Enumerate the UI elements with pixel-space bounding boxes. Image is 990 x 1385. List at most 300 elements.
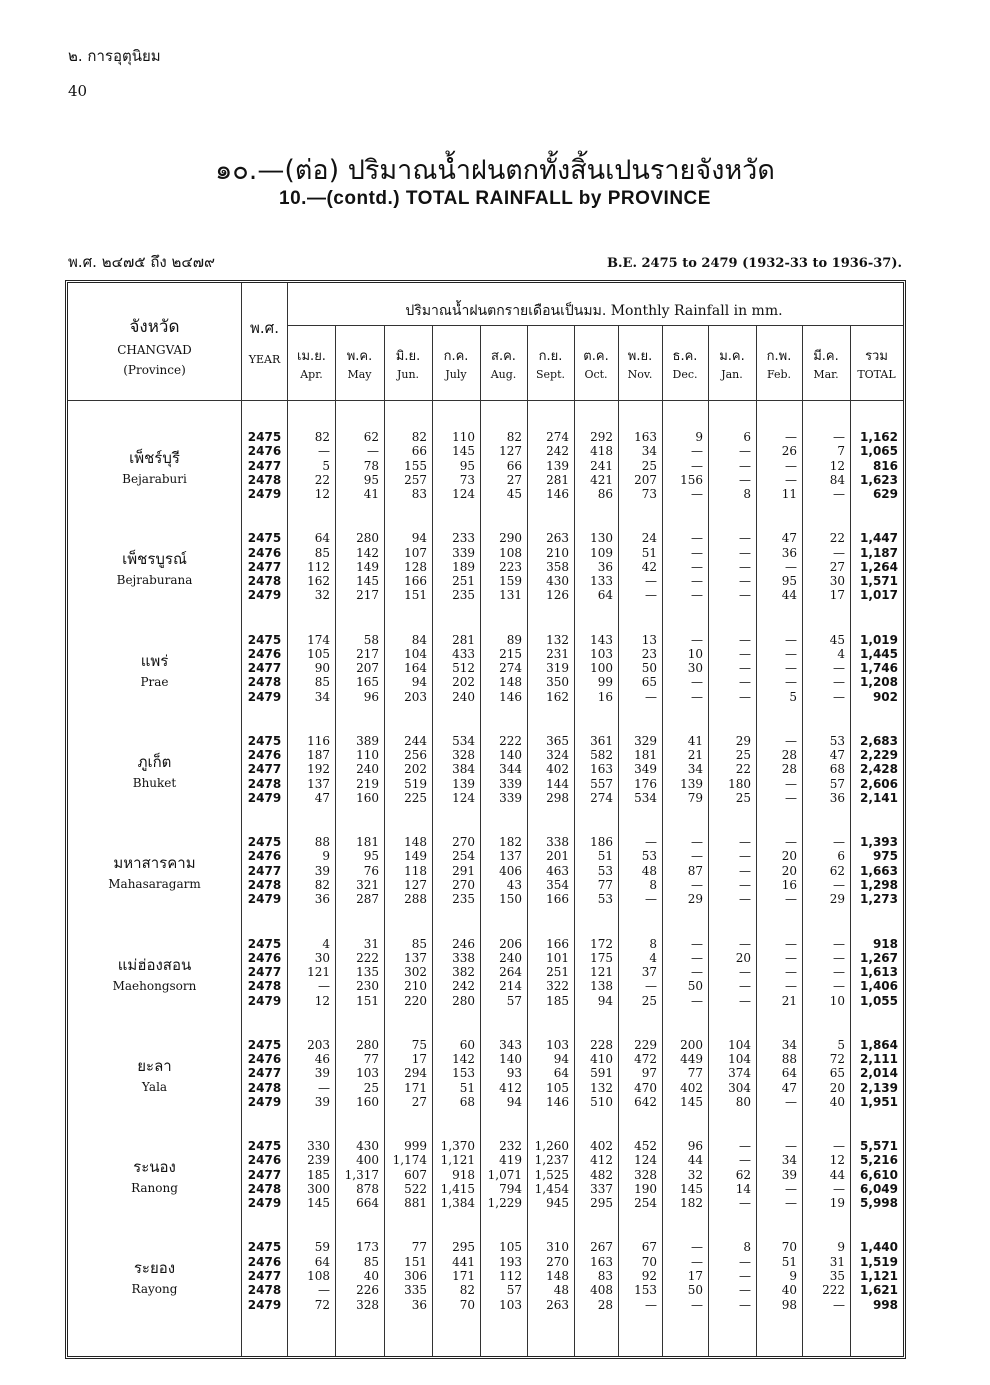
rainfall-cell: 17	[687, 1268, 703, 1283]
rainfall-cell: 77	[363, 1052, 379, 1067]
rainfall-cell: —	[833, 878, 845, 893]
rainfall-cell: 591	[590, 1066, 613, 1081]
rainfall-cell: —	[691, 574, 703, 589]
province-name-thai: เพ็ชร์บุรี	[129, 449, 180, 467]
rainfall-cell: 124	[634, 1153, 657, 1168]
rainfall-cell: 82	[506, 430, 522, 444]
total-cell: 1,208	[860, 675, 898, 690]
rainfall-cell: 50	[687, 979, 703, 994]
rainfall-cell: 244	[404, 733, 427, 748]
rainfall-cell: 192	[307, 762, 330, 777]
month-header-english: Oct.	[584, 368, 608, 381]
rainfall-cell: 150	[499, 892, 522, 907]
rainfall-cell: 48	[553, 1283, 569, 1298]
rainfall-cell: 84	[829, 472, 845, 487]
rainfall-cell: 20	[781, 863, 797, 878]
rainfall-cell: 84	[411, 632, 427, 647]
rainfall-cell: 280	[356, 1037, 379, 1052]
table-title-english: 10.—(contd.) TOTAL RAINFALL by PROVINCE	[279, 188, 711, 209]
rainfall-cell: 358	[546, 559, 569, 574]
rainfall-cell: 47	[781, 1080, 797, 1095]
rainfall-cell: —	[691, 936, 703, 951]
rainfall-cell: 16	[597, 689, 613, 704]
rainfall-cell: 412	[499, 1080, 522, 1095]
rainfall-cell: —	[691, 1240, 703, 1255]
rainfall-cell: —	[691, 993, 703, 1008]
rainfall-cell: 30	[829, 574, 845, 589]
rainfall-cell: 20	[781, 849, 797, 864]
province-name-english: Yala	[141, 1079, 168, 1094]
rainfall-cell: 94	[597, 993, 613, 1008]
rainfall-cell: 202	[452, 675, 475, 690]
rainfall-cell: 80	[735, 1094, 751, 1109]
total-cell: 1,519	[860, 1254, 898, 1269]
rainfall-cell: 36	[829, 791, 845, 806]
rainfall-cell: 88	[314, 835, 330, 850]
year-cell: 2477	[247, 661, 282, 676]
rainfall-cell: —	[691, 1254, 703, 1269]
rainfall-cell: —	[785, 559, 797, 574]
rainfall-cell: 328	[634, 1167, 657, 1182]
year-header-thai: พ.ศ.	[250, 319, 279, 337]
rainfall-cell: 57	[829, 776, 845, 791]
rainfall-cell: 329	[634, 733, 657, 748]
month-header-thai: พ.ค.	[346, 349, 373, 364]
rainfall-cell: 254	[634, 1196, 657, 1211]
total-cell: 1,663	[860, 863, 898, 878]
rainfall-cell: 104	[728, 1052, 751, 1067]
rainfall-cell: 231	[546, 646, 569, 661]
month-header-english: TOTAL	[857, 368, 896, 381]
rainfall-cell: 32	[687, 1167, 703, 1182]
rainfall-cell: 142	[452, 1052, 475, 1067]
rainfall-cell: 1,317	[344, 1167, 379, 1182]
rainfall-cell: 412	[590, 1153, 613, 1168]
rainfall-cell: 14	[735, 1181, 751, 1196]
rainfall-cell: 128	[404, 559, 427, 574]
year-cell: 2476	[247, 950, 282, 965]
rainfall-cell: 132	[590, 1080, 613, 1095]
rainfall-cell: —	[739, 545, 751, 560]
province-group	[68, 531, 903, 631]
rainfall-cell: 87	[687, 863, 703, 878]
rainfall-cell: 171	[404, 1080, 427, 1095]
rainfall-cell: 145	[680, 1094, 703, 1109]
year-cell: 2477	[247, 965, 282, 980]
year-cell: 2476	[247, 1254, 282, 1269]
year-cell: 2479	[247, 487, 282, 502]
rainfall-cell: 104	[728, 1037, 751, 1052]
rainfall-cell: 254	[452, 849, 475, 864]
rainfall-cell: 40	[781, 1283, 797, 1298]
rainfall-cell: 57	[506, 1283, 522, 1298]
rainfall-cell: —	[833, 689, 845, 704]
rainfall-cell: 472	[634, 1052, 657, 1067]
rainfall-cell: —	[739, 1153, 751, 1168]
rainfall-cell: 263	[546, 531, 569, 546]
rainfall-cell: 159	[499, 574, 522, 589]
rainfall-cell: 344	[499, 762, 522, 777]
rainfall-cell: 82	[314, 878, 330, 893]
rainfall-cell: 182	[680, 1196, 703, 1211]
total-cell: 975	[872, 849, 898, 864]
year-cell: 2479	[247, 993, 282, 1008]
rainfall-cell: 1,071	[487, 1167, 522, 1182]
rainfall-cell: —	[739, 646, 751, 661]
rainfall-cell: 20	[829, 1080, 845, 1095]
rainfall-cell: 72	[314, 1297, 330, 1312]
rainfall-cell: 12	[314, 487, 330, 502]
rainfall-cell: 8	[743, 1240, 751, 1255]
rainfall-cell: 918	[452, 1167, 475, 1182]
rainfall-cell: —	[785, 661, 797, 676]
rainfall-cell: 25	[641, 458, 657, 473]
rainfall-cell: —	[739, 863, 751, 878]
rainfall-cell: 93	[506, 1066, 522, 1081]
total-cell: 6,049	[860, 1181, 898, 1196]
total-cell: 1,571	[860, 574, 898, 589]
rainfall-cell: 11	[781, 487, 797, 502]
rainfall-cell: 34	[687, 762, 703, 777]
year-cell: 2476	[247, 1052, 282, 1067]
rainfall-cell: 153	[634, 1283, 657, 1298]
rainfall-cell: 144	[546, 776, 569, 791]
rainfall-cell: 59	[314, 1240, 330, 1255]
rainfall-cell: 25	[641, 993, 657, 1008]
rainfall-cell: 246	[452, 936, 475, 951]
rainfall-cell: 418	[590, 444, 613, 459]
province-name-thai: แม่ฮ่องสอน	[117, 955, 192, 974]
rainfall-cell: 64	[781, 1066, 797, 1081]
total-cell: 1,406	[860, 979, 898, 994]
rainfall-cell: 235	[452, 588, 475, 603]
rainfall-cell: 28	[781, 762, 797, 777]
rainfall-cell: 64	[314, 1254, 330, 1269]
total-cell: 5,216	[860, 1153, 898, 1168]
rainfall-cell: 270	[452, 878, 475, 893]
rainfall-cell: 36	[597, 559, 613, 574]
rainfall-cell: 229	[634, 1037, 657, 1052]
rainfall-cell: 142	[356, 545, 379, 560]
rainfall-cell: —	[691, 588, 703, 603]
month-header-english: Jan.	[721, 368, 743, 381]
rainfall-cell: 48	[641, 863, 657, 878]
month-header-english: July	[445, 368, 467, 381]
year-cell: 2476	[247, 444, 282, 459]
year-cell: 2478	[247, 1181, 282, 1196]
rainfall-cell: 242	[452, 979, 475, 994]
rainfall-cell: 206	[499, 936, 522, 951]
total-cell: 2,139	[860, 1080, 898, 1095]
rainfall-cell: 126	[546, 588, 569, 603]
year-cell: 2477	[247, 458, 282, 473]
rainfall-cell: 96	[363, 689, 379, 704]
rainfall-cell: 9	[695, 430, 703, 444]
rainfall-cell: —	[833, 487, 845, 502]
rainfall-cell: 172	[590, 936, 613, 951]
rainfall-cell: 382	[452, 965, 475, 980]
rainfall-cell: 210	[404, 979, 427, 994]
rainfall-cell: 140	[499, 1052, 522, 1067]
month-header-thai: พ.ย.	[627, 349, 653, 364]
rainfall-cell: —	[833, 950, 845, 965]
rainfall-cell: 202	[404, 762, 427, 777]
rainfall-cell: 365	[546, 733, 569, 748]
rainfall-cell: —	[833, 1139, 845, 1154]
rainfall-cell: 319	[546, 661, 569, 676]
rainfall-cell: 156	[680, 472, 703, 487]
rainfall-cell: 145	[680, 1181, 703, 1196]
rainfall-cell: 72	[829, 1052, 845, 1067]
rainfall-cell: 281	[452, 632, 475, 647]
month-header-english: Mar.	[813, 368, 839, 381]
rainfall-cell: 79	[687, 791, 703, 806]
total-cell: 902	[872, 689, 898, 704]
total-cell: 1,019	[860, 632, 898, 647]
total-cell: 1,121	[860, 1268, 898, 1283]
rainfall-cell: 9	[789, 1268, 797, 1283]
rainfall-cell: 430	[546, 574, 569, 589]
rainfall-cell: 281	[546, 472, 569, 487]
rainfall-cell: —	[645, 588, 657, 603]
rainfall-cell: 12	[314, 993, 330, 1008]
rainfall-cell: 53	[641, 849, 657, 864]
rainfall-cell: 12	[829, 458, 845, 473]
rainfall-cell: 64	[597, 588, 613, 603]
month-header-thai: ก.ย.	[538, 349, 563, 364]
rainfall-cell: 50	[641, 661, 657, 676]
rainfall-cell: —	[739, 1139, 751, 1154]
rainfall-cell: —	[691, 458, 703, 473]
rainfall-cell: 322	[546, 979, 569, 994]
rainfall-cell: 251	[452, 574, 475, 589]
rainfall-cell: 361	[590, 733, 613, 748]
rainfall-cell: 402	[590, 1139, 613, 1154]
province-name-english: Bejraburana	[116, 573, 193, 588]
month-header	[288, 345, 335, 381]
header-rule	[288, 325, 903, 326]
rainfall-cell: 94	[553, 1052, 569, 1067]
rainfall-cell: 242	[546, 444, 569, 459]
month-header	[480, 345, 527, 381]
rainfall-cell: 31	[363, 936, 379, 951]
rainfall-cell: 171	[452, 1268, 475, 1283]
year-cell: 2478	[247, 979, 282, 994]
rainfall-cell: 225	[404, 791, 427, 806]
rainfall-cell: —	[739, 1196, 751, 1211]
rainfall-cell: 83	[411, 487, 427, 502]
rainfall-cell: 95	[459, 458, 475, 473]
rainfall-cell: 26	[781, 444, 797, 459]
rainfall-cell: —	[785, 965, 797, 980]
rainfall-cell: 57	[506, 993, 522, 1008]
province-name-thai: ระนอง	[133, 1158, 176, 1177]
rainfall-cell: 163	[590, 1254, 613, 1269]
rainfall-cell: 510	[590, 1094, 613, 1109]
rainfall-cell: 65	[641, 675, 657, 690]
rainfall-cell: 97	[641, 1066, 657, 1081]
rainfall-cell: 306	[404, 1268, 427, 1283]
rainfall-cell: —	[691, 965, 703, 980]
rainfall-table	[65, 280, 906, 1359]
rainfall-cell: 53	[597, 863, 613, 878]
rainfall-cell: 408	[590, 1283, 613, 1298]
rainfall-cell: 73	[459, 472, 475, 487]
rainfall-cell: 162	[546, 689, 569, 704]
rainfall-cell: —	[318, 1283, 330, 1298]
rainfall-cell: 354	[546, 878, 569, 893]
rainfall-cell: 274	[590, 791, 613, 806]
province-name-english: Bejaraburi	[122, 472, 187, 486]
rainfall-cell: 50	[687, 1283, 703, 1298]
rainfall-cell: 135	[356, 965, 379, 980]
rainfall-cell: 39	[314, 1094, 330, 1109]
rainfall-cell: 130	[590, 531, 613, 546]
rainfall-cell: —	[645, 979, 657, 994]
rainfall-cell: 339	[499, 776, 522, 791]
rainfall-cell: —	[739, 632, 751, 647]
rainfall-cell: —	[833, 965, 845, 980]
total-cell: 1,273	[860, 892, 898, 907]
rainfall-cell: 149	[356, 559, 379, 574]
rainfall-cell: 295	[590, 1196, 613, 1211]
rainfall-cell: 270	[546, 1254, 569, 1269]
rainfall-cell: —	[739, 661, 751, 676]
year-cell: 2475	[247, 632, 282, 647]
month-header	[384, 345, 432, 381]
rainfall-cell: 201	[546, 849, 569, 864]
rainfall-cell: 34	[781, 1153, 797, 1168]
rainfall-cell: —	[691, 675, 703, 690]
rainfall-cell: 27	[506, 472, 522, 487]
rainfall-cell: 219	[356, 776, 379, 791]
rainfall-cell: 214	[499, 979, 522, 994]
rainfall-cell: 40	[363, 1268, 379, 1283]
rainfall-cell: 7	[837, 444, 845, 459]
total-cell: 1,017	[860, 588, 898, 603]
rainfall-cell: 10	[829, 993, 845, 1008]
month-header-thai: ก.พ.	[766, 349, 792, 364]
rainfall-cell: 51	[781, 1254, 797, 1269]
total-cell: 5,998	[860, 1196, 898, 1211]
rainfall-cell: 22	[314, 472, 330, 487]
rainfall-cell: 29	[829, 892, 845, 907]
rainfall-cell: 999	[404, 1139, 427, 1154]
rainfall-cell: —	[785, 950, 797, 965]
rainfall-cell: 222	[499, 733, 522, 748]
rainfall-cell: 139	[452, 776, 475, 791]
province-group	[68, 734, 903, 834]
rainfall-cell: 881	[404, 1196, 427, 1211]
rainfall-cell: 328	[356, 1297, 379, 1312]
month-header-thai: มิ.ย.	[395, 349, 421, 364]
total-cell: 998	[872, 1297, 898, 1312]
rainfall-cell: 145	[356, 574, 379, 589]
rainfall-cell: 76	[363, 863, 379, 878]
month-header	[662, 345, 708, 381]
rainfall-cell: 298	[546, 791, 569, 806]
rainfall-cell: 300	[307, 1181, 330, 1196]
rainfall-cell: 83	[597, 1268, 613, 1283]
rainfall-cell: 131	[499, 588, 522, 603]
rainfall-cell: 343	[499, 1037, 522, 1052]
rainfall-cell: 121	[307, 965, 330, 980]
total-cell: 918	[872, 936, 898, 951]
rainfall-cell: —	[645, 835, 657, 850]
year-cell: 2476	[247, 748, 282, 763]
rainfall-cell: 280	[452, 993, 475, 1008]
rainfall-cell: 160	[356, 791, 379, 806]
rainfall-cell: —	[785, 472, 797, 487]
rainfall-cell: 88	[781, 1052, 797, 1067]
rainfall-cell: 1,525	[534, 1167, 569, 1182]
total-cell: 1,613	[860, 965, 898, 980]
rainfall-cell: 95	[781, 574, 797, 589]
rainfall-cell: 77	[597, 878, 613, 893]
rainfall-cell: 419	[499, 1153, 522, 1168]
rainfall-cell: 12	[829, 1153, 845, 1168]
rainfall-cell: 23	[641, 646, 657, 661]
year-cell: 2476	[247, 646, 282, 661]
rainfall-cell: 105	[307, 646, 330, 661]
rainfall-cell: 274	[546, 430, 569, 444]
rainfall-cell: 145	[307, 1196, 330, 1211]
rainfall-cell: —	[691, 835, 703, 850]
year-cell: 2477	[247, 1167, 282, 1182]
rainfall-cell: 137	[404, 950, 427, 965]
month-header-thai: มี.ค.	[813, 349, 839, 364]
rainfall-cell: —	[739, 835, 751, 850]
rainfall-cell: 133	[590, 574, 613, 589]
rainfall-cell: 146	[546, 1094, 569, 1109]
rainfall-cell: 400	[356, 1153, 379, 1168]
rainfall-cell: 350	[546, 675, 569, 690]
rainfall-cell: 207	[356, 661, 379, 676]
year-cell: 2479	[247, 791, 282, 806]
rainfall-cell: 187	[307, 748, 330, 763]
province-name-thai: เพ็ชรบูรณ์	[122, 550, 187, 569]
rainfall-cell: 794	[499, 1181, 522, 1196]
rainfall-cell: 182	[499, 835, 522, 850]
total-cell: 1,447	[860, 531, 898, 546]
rainfall-cell: 151	[404, 1254, 427, 1269]
rainfall-cell: 36	[314, 892, 330, 907]
rainfall-cell: 64	[553, 1066, 569, 1081]
province-name-thai: ระยอง	[133, 1259, 176, 1278]
month-header	[527, 345, 574, 381]
rainfall-cell: —	[785, 791, 797, 806]
year-cell: 2475	[247, 531, 282, 546]
rainfall-cell: 1,384	[440, 1196, 475, 1211]
province-group	[68, 937, 903, 1037]
rainfall-cell: 17	[411, 1052, 427, 1067]
rainfall-cell: 1,121	[440, 1153, 475, 1168]
rainfall-cell: 280	[356, 531, 379, 546]
rainfall-cell: 181	[634, 748, 657, 763]
rainfall-cell: —	[785, 979, 797, 994]
rainfall-cell: —	[739, 993, 751, 1008]
month-header-thai: ม.ค.	[719, 349, 745, 364]
month-header-thai: ธ.ค.	[672, 349, 698, 364]
province-group	[68, 633, 903, 733]
rainfall-cell: 200	[680, 1037, 703, 1052]
rainfall-cell: 1,370	[440, 1139, 475, 1154]
year-cell: 2479	[247, 1094, 282, 1109]
rainfall-cell: 148	[546, 1268, 569, 1283]
rainfall-cell: 95	[363, 849, 379, 864]
rainfall-cell: —	[833, 661, 845, 676]
rainfall-cell: 302	[404, 965, 427, 980]
